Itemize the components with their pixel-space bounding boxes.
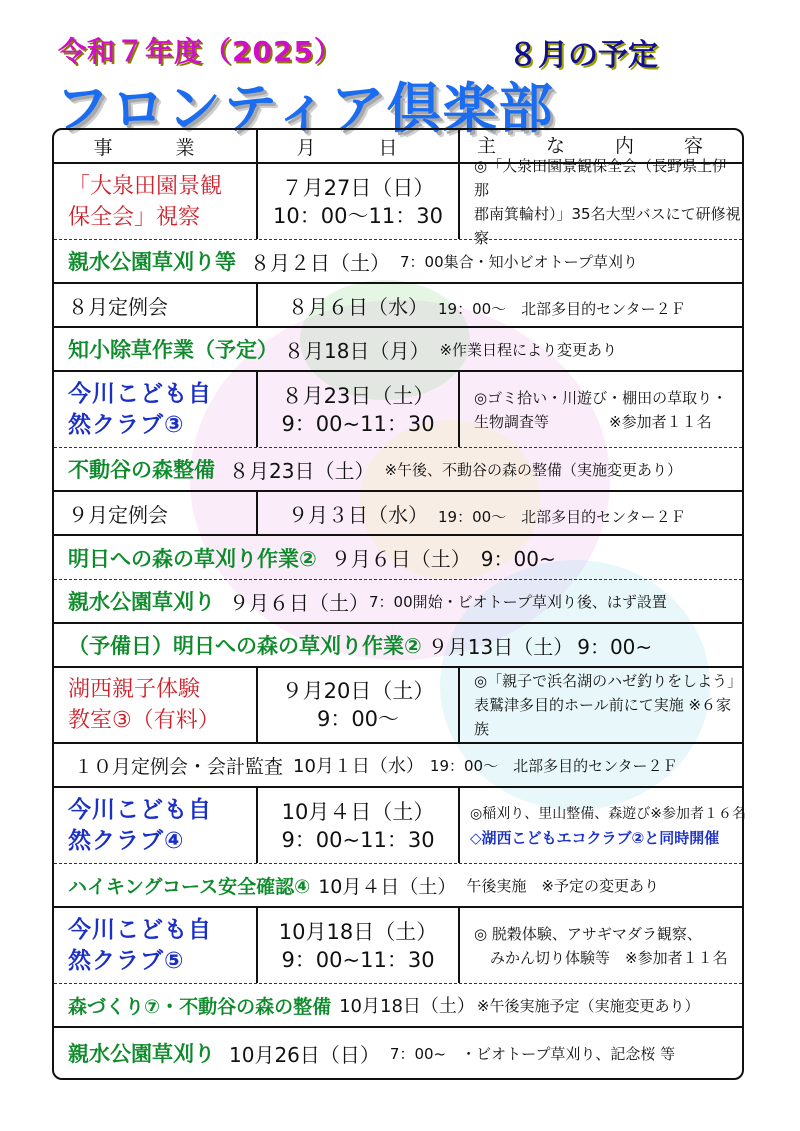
event-detail: ※作業日程により変更あり <box>439 340 618 359</box>
event-date: 10月26日（日） <box>229 1042 380 1067</box>
event-time: 9：00～ <box>316 707 400 731</box>
table-row <box>54 240 742 284</box>
event-label: 明日への森の草刈り作業② <box>68 546 317 571</box>
event-cell <box>54 788 258 863</box>
event-label: ９月定例会 <box>68 502 168 527</box>
event-time: 9：00~11：30 <box>281 947 435 972</box>
date-cell <box>258 788 460 863</box>
event-date: ８月18日（月） <box>284 338 430 363</box>
event-detail: 7：00~ ・ビオトープ草刈り、記念桜 等 <box>389 1044 676 1063</box>
event-name-line: 今川こども自 <box>68 796 212 823</box>
content-line: ◎ 脱穀体験、アサギマダラ観察、 <box>474 924 702 943</box>
content-cell <box>460 788 746 863</box>
event-date: 10月18日（土） <box>339 996 475 1017</box>
event-cell <box>54 164 258 239</box>
event-cell <box>54 284 258 326</box>
content-line: 表鷲津多目的ホール前にて実施 ※６家族 <box>474 696 732 738</box>
event-time: 9：00~11：30 <box>281 827 435 852</box>
table-row <box>54 908 742 984</box>
content-line: ◇湖西こどもエコクラブ②と同時開催 <box>470 828 720 847</box>
event-label: 親水公園草刈り <box>68 590 215 614</box>
event-date: ９月３日（水） <box>288 502 428 527</box>
event-detail: 7：00開始・ビオトープ草刈り後、はず設置 <box>369 592 667 611</box>
event-date: ７月27日（日） <box>281 175 435 200</box>
header-content: 主 な 内 容 <box>476 135 726 157</box>
content-line: ◎稲刈り、里山整備、森遊び※参加者１６名 <box>470 805 746 822</box>
event-cell <box>54 492 258 534</box>
event-label: 不動谷の森整備 <box>68 458 215 482</box>
event-name-line: 湖西親子体験 <box>68 677 201 702</box>
event-time: 9：00~11：30 <box>281 411 435 436</box>
event-detail: 午後実施 ※予定の変更あり <box>466 876 659 895</box>
event-name-line: 然クラブ④ <box>68 827 185 854</box>
table-row <box>54 372 742 448</box>
event-detail: 19：00～ 北部多目的センター２Ｆ <box>438 299 686 318</box>
date-cell <box>258 908 460 983</box>
event-name-line: 保全会」視察 <box>68 204 201 230</box>
content-cell <box>460 908 742 983</box>
event-detail: 9：00~ <box>480 547 556 571</box>
date-cell <box>258 284 758 326</box>
event-date: ８月６日（水） <box>288 294 428 319</box>
event-label: 知小除草作業（予定） <box>68 338 278 362</box>
date-cell <box>258 492 758 534</box>
date-cell <box>258 372 460 447</box>
event-date: ８月23日（土） <box>281 383 435 408</box>
event-name-line: 然クラブ③ <box>68 411 185 438</box>
date-cell <box>258 164 460 239</box>
event-detail: 19：00～ 北部多目的センター２Ｆ <box>429 756 678 775</box>
event-label: ８月定例会 <box>68 294 168 319</box>
content-cell <box>460 668 742 742</box>
content-line: ◎「大泉田園景観保全会（長野県上伊那 <box>474 156 728 199</box>
event-label: 親水公園草刈り <box>68 1042 215 1066</box>
header-event: 事 業 <box>54 130 258 162</box>
event-detail: ※午後、不動谷の森の整備（実施変更あり） <box>384 460 683 479</box>
table-row <box>54 624 742 668</box>
event-date: ９月13日（土） <box>427 634 574 659</box>
content-line: みかん切り体験等 ※参加者１１名 <box>490 948 728 967</box>
event-label: １０月定例会・会計監査 <box>74 755 284 778</box>
table-row <box>54 156 742 247</box>
event-date: ８月２日（土） <box>250 250 390 275</box>
table-row <box>54 492 742 536</box>
event-name-line: 然クラブ⑤ <box>68 947 185 974</box>
event-date: ９月６日（土） <box>330 547 471 571</box>
event-label: 親水公園草刈り等 <box>68 250 236 274</box>
table-row <box>54 536 742 580</box>
event-detail: 19：00～ 北部多目的センター２Ｆ <box>438 507 686 526</box>
event-label: 森づくり⑦・不動谷の森の整備 <box>68 995 332 1018</box>
event-date: 10月１日（水） <box>293 756 424 777</box>
table-row <box>54 448 742 492</box>
table-row <box>54 668 742 744</box>
content-line: ◎「親子で浜名湖のハゼ釣りをしよう」 <box>474 672 743 690</box>
fiscal-year-heading: 令和７年度（2025） <box>58 35 343 68</box>
content-line: 郡南箕輪村）」35名大型バスにて研修視察 <box>474 204 741 247</box>
event-detail: 9：00~ <box>577 634 653 659</box>
event-detail: ※午後実施予定（実施変更あり） <box>476 996 700 1015</box>
event-label: ハイキングコース安全確認④ <box>68 875 311 898</box>
event-time: 10：00～11：30 <box>273 203 443 228</box>
event-cell <box>54 372 258 447</box>
table-row <box>54 788 746 864</box>
event-date: 10月４日（土） <box>281 799 435 824</box>
event-name-line: 今川こども自 <box>68 916 212 943</box>
table-row <box>54 1028 742 1078</box>
event-date: 10月４日（土） <box>318 875 457 898</box>
schedule-table <box>52 128 744 1080</box>
header-date: 月 日 <box>258 130 460 162</box>
event-name-line: 今川こども自 <box>68 380 212 407</box>
table-row <box>54 328 742 372</box>
date-cell <box>258 668 460 742</box>
event-date: ９月６日（土） <box>229 590 369 615</box>
table-row <box>54 580 742 624</box>
content-cell <box>460 156 742 247</box>
event-cell <box>54 668 258 742</box>
table-row <box>54 744 742 788</box>
table-row <box>54 284 742 328</box>
table-row <box>54 864 742 908</box>
event-date: ８月23日（土） <box>229 458 375 483</box>
table-row <box>54 984 742 1028</box>
event-detail: 7：00集合・知小ビオトープ草刈り <box>400 252 638 271</box>
event-cell <box>54 908 258 983</box>
event-name-line: 教室③（有料） <box>68 708 220 733</box>
event-name-line: 「大泉田園景観 <box>68 173 223 199</box>
month-heading: ８月の予定 <box>508 38 658 73</box>
event-date: 10月18日（土） <box>278 919 438 944</box>
content-line: 生物調査等 ※参加者１１名 <box>474 412 712 431</box>
event-label: （予備日）明日への森の草刈り作業② <box>68 634 422 658</box>
content-line: ◎ゴミ拾い・川遊び・棚田の草取り・ <box>474 388 728 407</box>
page-title: フロンティア倶楽部 <box>55 77 555 140</box>
content-cell <box>460 372 742 447</box>
event-date: ９月20日（土） <box>281 679 435 703</box>
